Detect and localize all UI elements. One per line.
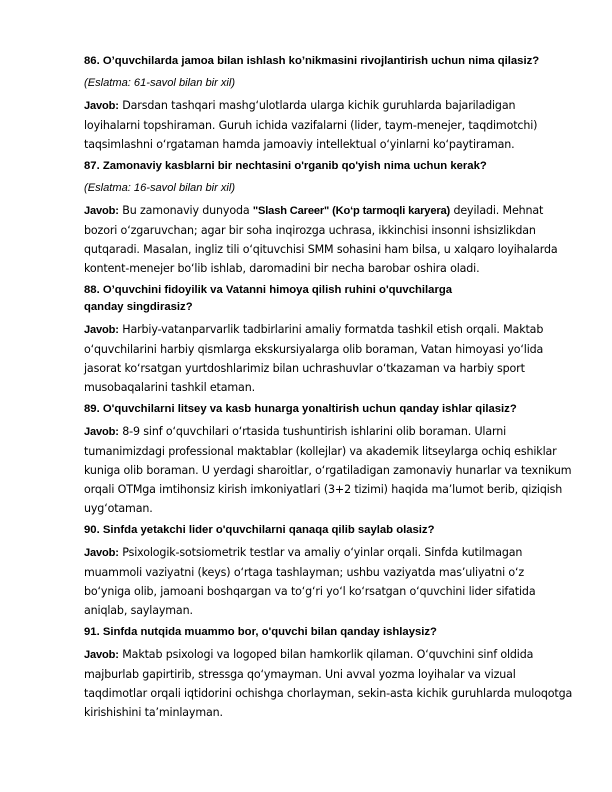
note-text: (Eslatma: 61-savol bilan bir xil) bbox=[84, 77, 236, 89]
answer-paragraph bbox=[84, 645, 574, 722]
answer-label: Javob: bbox=[84, 324, 119, 336]
answer-text: Psixologik-sotsiometrik testlar va amaliy o‘yinlar orqali. Sinfda kutilmagan muammoli vaziyatni (keys) o‘rtaga tashlayman; ushbu vaziyatda mas’uliyatni o‘z bo‘yniga olib, jamoani boshqargan va to‘g‘ri yo‘l ko‘rsatgan o‘quvchini lider sifatida aniqlab, saylayman. bbox=[84, 546, 536, 617]
answer-text-start: Bu zamonaviy dunyoda bbox=[122, 204, 250, 217]
answer-label: Javob: bbox=[84, 100, 119, 112]
answer-label: Javob: bbox=[84, 649, 119, 661]
qa-block-87 bbox=[84, 158, 574, 278]
answer-paragraph bbox=[84, 422, 574, 518]
question-heading: 89. O'quvchilarni litsey va kasb hunarga yonaltirish uchun qanday ishlar qilasiz? bbox=[84, 403, 517, 415]
question-heading: 90. Sinfda yetakchi lider o'quvchilarni qanaqa qilib saylab olasiz? bbox=[84, 524, 435, 536]
qa-block-90 bbox=[84, 522, 574, 620]
answer-label: Javob: bbox=[84, 547, 119, 559]
answer-label: Javob: bbox=[84, 205, 119, 217]
question-heading: 91. Sinfda nutqida muammo bor, o'quvchi bilan qanday ishlaysiz? bbox=[84, 626, 437, 638]
question-heading: 88. O’quvchini fidoyilik va Vatanni himoya qilish ruhini o'quvchilarga qanday singdirasiz? bbox=[84, 284, 453, 313]
qa-block-89 bbox=[84, 401, 574, 518]
question-heading: 86. O’quvchilarda jamoa bilan ishlash ko’nikmasini rivojlantirish uchun nima qilasiz? bbox=[84, 55, 540, 67]
note-text: (Eslatma: 16-savol bilan bir xil) bbox=[84, 182, 236, 194]
answer-paragraph bbox=[84, 96, 574, 154]
document-page bbox=[84, 53, 574, 726]
answer-text: Darsdan tashqari mashg‘ulotlarda ularga kichik guruhlarda bajariladigan loyihalarni topshiraman. Guruh ichida vazifalarni (lider, taym-menejer, taqdimotchi) taqsimlashni o‘rgataman hamda jamoaviy intellektual o‘yinlarni ko‘paytiraman. bbox=[84, 99, 538, 151]
answer-label: Javob: bbox=[84, 426, 119, 438]
qa-block-86 bbox=[84, 53, 574, 154]
question-heading: 87. Zamonaviy kasblarni bir nechtasini o'rganib qo'yish nima uchun kerak? bbox=[84, 160, 487, 172]
qa-block-88 bbox=[84, 282, 574, 397]
qa-block-91 bbox=[84, 624, 574, 722]
answer-text: Harbiy-vatanparvarlik tadbirlarini amaliy formatda tashkil etish orqali. Maktab o‘quvchilarini harbiy qismlarga ekskursiyalarga olib boraman, Vatan himoyasi yo‘lida jasorat ko‘rsatgan yurtdoshlarimiz bilan uchrashuvlar o‘tkazaman va harbiy sport musobaqalarini tashkil etaman. bbox=[84, 323, 544, 394]
answer-paragraph bbox=[84, 543, 574, 620]
answer-text: 8-9 sinf o‘quvchilari o‘rtasida tushuntirish ishlarini olib boraman. Ularni tumanimizdagi professional maktablar (kollejlar) va akademik litseylarga ochiq eshiklar kuniga olib boraman. U yerdagi sharoitlar, o‘rgatiladigan zamonaviy hunarlar va texnikum orqali OTMga imtihonsiz kirish imkoniyatlari (3+2 tizimi) haqida ma’lumot berib, qiziqish uyg‘otaman. bbox=[84, 425, 572, 515]
answer-text-end: deyiladi. Mehnat bozori o‘zgaruvchan; agar bir soha inqirozga uchrasa, ikkinchisi insonni ishsizlikdan qutqaradi. Masalan, ingliz tili o‘qituvchisi SMM sohasini ham bilsa, u xalqaro loyihalarda kontent-menejer bo‘lib ishlab, daromadini bir necha barobar oshira oladi. bbox=[84, 204, 558, 275]
answer-highlight: "Slash Career" (Ko‘p tarmoqli karyera) bbox=[252, 205, 451, 217]
answer-paragraph bbox=[84, 320, 574, 397]
answer-paragraph bbox=[84, 201, 574, 278]
answer-text: Maktab psixologi va logoped bilan hamkorlik qilaman. O‘quvchini sinf oldida majburlab gapirtirib, stressga qo‘ymayman. Uni avval yozma loyihalar va vizual taqdimotlar orqali iqtidorini ochishga chorlayman, sekin-asta kichik guruhlarda muloqotga kirishishini ta’minlayman. bbox=[84, 648, 573, 719]
